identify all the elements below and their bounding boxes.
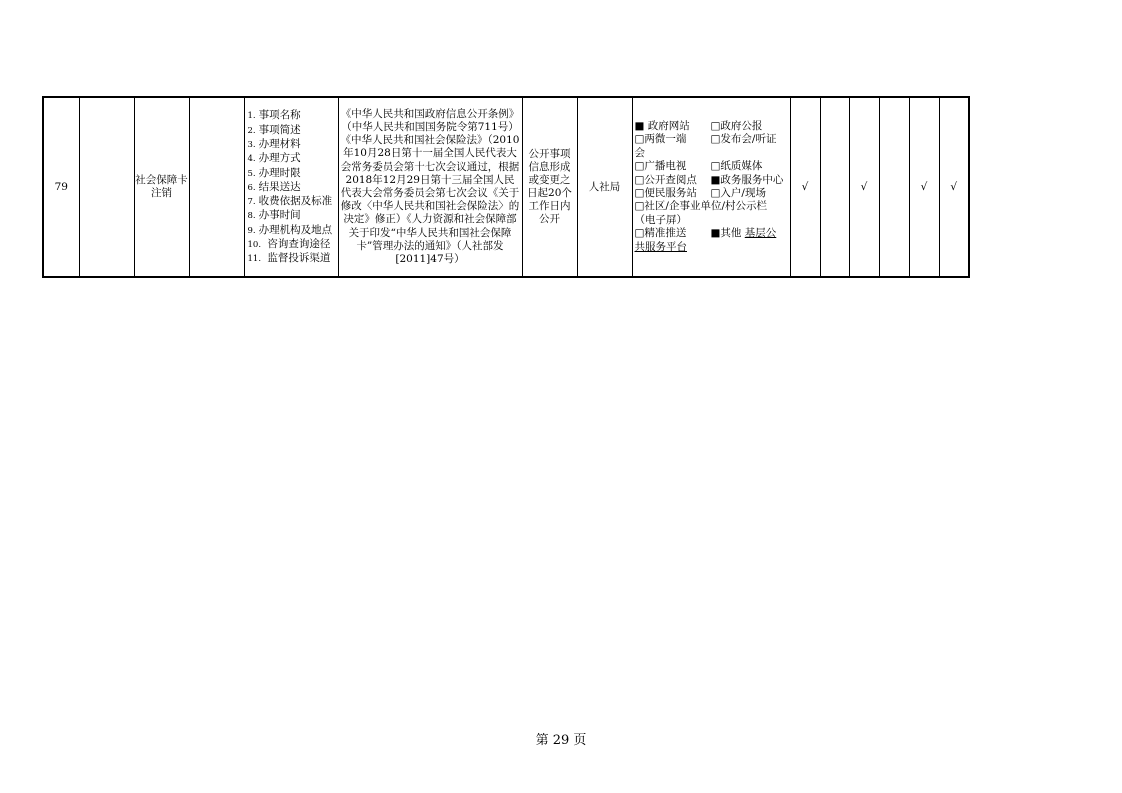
- list-item: [248, 224, 336, 238]
- list-item: [248, 138, 336, 152]
- channel-press-hearing: □发布会/听证: [710, 133, 777, 146]
- channel-public-reading-point: □公开查阅点: [634, 173, 697, 186]
- page-footer: [0, 729, 1122, 748]
- channel-press-hearing-cont: 会: [634, 146, 645, 159]
- disclosure-table: [42, 96, 970, 278]
- disclosure-basis: 《中华人民共和国政府信息公开条例》（中华人民共和国国务院令第711号）《中华人民共和国社会保险法》（2010年10月28日第十一届全国人民代表大会常务委员会第十七次会议通过，根据2018年12月29日第十三届全国人民代表大会常务委员会第七次会议《关于修改〈中华人民共和国社会保险法〉的决定》修正）《人力资源和社会保障部关于印发“中华人民共和国社会保障卡”管理办法的通知》（人社部发[2011]47号）: [340, 107, 520, 266]
- content-list: [245, 107, 338, 266]
- row-index: 79: [43, 97, 79, 277]
- check-cell-2: [820, 97, 849, 277]
- list-item: [248, 195, 336, 209]
- time-limit: 公开事项信息形成或变更之日起20个工作日内公开: [522, 97, 577, 277]
- page-suffix: 页: [573, 733, 587, 748]
- list-item-number: 8.: [247, 211, 256, 222]
- list-item: [248, 167, 336, 181]
- list-item-label: 事项名称: [258, 109, 301, 122]
- check-cell-5: √: [909, 97, 939, 277]
- list-item-number: 5.: [247, 168, 256, 179]
- channel-two-micro-one-app: □两微一端: [634, 133, 687, 146]
- list-item-number: 4.: [247, 154, 256, 165]
- channel-service-center: ■政务服务中心: [710, 173, 784, 186]
- channel-door-to-door: □入户/现场: [710, 187, 766, 199]
- disclosure-channels: [633, 120, 790, 254]
- list-item-label: 结果送达: [258, 180, 301, 193]
- disclosure-subject: 人社局: [577, 97, 632, 277]
- list-item-label: 办理材料: [258, 137, 301, 150]
- list-item-number: 10.: [247, 240, 262, 251]
- list-item-number: 11.: [247, 254, 262, 265]
- channels-cell: [632, 97, 790, 277]
- cell-empty-1: [79, 97, 134, 277]
- list-item-label: 办理时限: [258, 166, 301, 179]
- channel-electronic-screen: （电子屏）: [634, 213, 687, 226]
- page-number: 29: [552, 733, 570, 748]
- list-item-label: 事项简述: [258, 123, 301, 136]
- channel-print-media: □纸质媒体: [710, 160, 763, 173]
- cell-empty-2: [189, 97, 244, 277]
- list-item: [248, 152, 336, 166]
- list-item-number: 6.: [247, 182, 256, 193]
- list-item-number: 3.: [247, 139, 256, 150]
- check-cell-6: √: [939, 97, 969, 277]
- list-item-label: 办理机构及地点: [258, 223, 333, 236]
- list-item-number: 7.: [247, 197, 256, 208]
- channel-bulletin-board: □社区/企事业单位/村公示栏: [634, 200, 767, 213]
- table-row: [43, 97, 969, 277]
- channel-precise-push: □精准推送: [634, 227, 687, 240]
- item-name: 社会保障卡注销: [134, 97, 189, 277]
- check-cell-1: √: [790, 97, 820, 277]
- basis-cell: [338, 97, 522, 277]
- list-item-label: 办事时间: [258, 209, 301, 222]
- channel-other-detail-cont: 共服务平台: [634, 240, 687, 253]
- page-prefix: 第: [535, 733, 549, 748]
- channel-other-detail: 基层公: [744, 227, 777, 240]
- list-item: [248, 109, 336, 123]
- list-item-label: 收费依据及标准: [258, 195, 333, 208]
- list-item: [248, 238, 336, 252]
- channel-other: ■其他: [710, 227, 745, 240]
- channel-convenience-station: □便民服务站: [634, 187, 697, 199]
- list-item: [248, 252, 336, 266]
- check-cell-4: [879, 97, 909, 277]
- list-item-number: 1.: [247, 111, 256, 122]
- content-list-cell: [244, 97, 338, 277]
- list-item-number: 2.: [247, 125, 256, 136]
- channel-broadcast-tv: □广播电视: [634, 160, 687, 173]
- channel-gov-website: ■ 政府网站: [634, 119, 690, 132]
- check-cell-3: √: [849, 97, 879, 277]
- list-item: [248, 124, 336, 138]
- list-item-number: 9.: [247, 225, 256, 236]
- list-item: [248, 181, 336, 195]
- channel-gov-gazette: □政府公报: [710, 119, 763, 132]
- list-item-label: 办理方式: [258, 152, 301, 165]
- list-item-label: 咨询查询途径: [264, 238, 331, 251]
- list-item: [248, 209, 336, 223]
- list-item-label: 监督投诉渠道: [264, 252, 331, 265]
